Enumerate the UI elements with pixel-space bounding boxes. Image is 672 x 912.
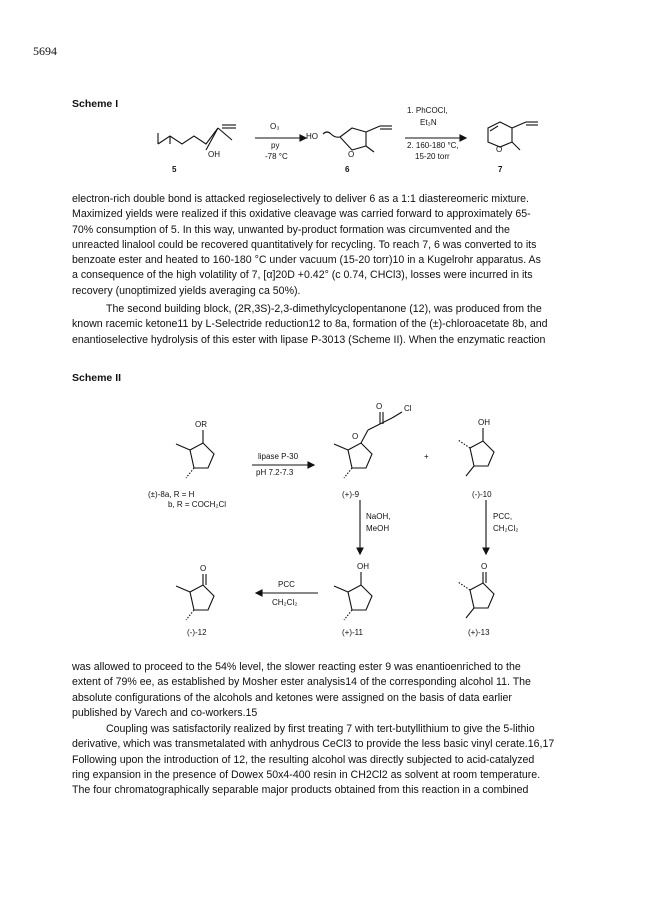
compound-5-oh: OH [208, 150, 220, 159]
compound-11-structure [334, 572, 372, 620]
text-line: Following upon the introduction of 12, the resulting alcohol was directly subjected to acid-catalyzed [72, 753, 535, 766]
page-number: 5694 [33, 44, 57, 58]
text-line: unreacted linalool could be recovered quantitatively for recycling. To reach 7, 6 was converted to its [72, 238, 537, 251]
step2-line1: 1. PhCOCl, [407, 106, 448, 115]
compound-10-label: (-)-10 [472, 490, 492, 499]
text-line: was allowed to proceed to the 54% level, the slower reacting ester 9 was enantioenriched to the [72, 661, 521, 673]
text-line: ring expansion in the presence of Dowex 50x4-400 resin in CH2Cl2 as solvent at room temperature. [72, 768, 541, 781]
text-line: a consequence of the high volatility of 7, [α]20D +0.42° (c 0.74, CHCl3), losses were incurred in its [72, 269, 533, 282]
step2-line4: 15-20 torr [415, 152, 450, 161]
text-line: absolute configurations of the alcohols and ketones were assigned on the basis of data earlier [72, 691, 512, 704]
text-line: derivative, which was transmetalated with anhydrous CeCl3 to provide the less basic vinyl cerate.16,17 [72, 738, 555, 751]
compound-8b-label: b, R = COCH₂Cl [168, 500, 227, 509]
compound-9-carbonyl-o: O [376, 402, 383, 411]
text-line: electron-rich double bond is attacked regioselectively to deliver 6 as a 1:1 diastereomeric mixture. [72, 193, 529, 205]
compound-6-oxygen: O [348, 150, 355, 159]
compound-9-ester-o: O [352, 432, 359, 441]
compound-12-label: (-)-12 [187, 628, 207, 637]
text-line: known racemic ketone11 by L-Selectride reduction12 to 8a, formation of the (±)-chloroacetate 8b, and [72, 318, 548, 331]
text-line: The second building block, (2R,3S)-2,3-dimethylcyclopentanone (12), was produced from the [106, 303, 542, 315]
compound-9-structure [334, 412, 402, 478]
reagent-naoh: NaOH, [366, 512, 391, 521]
text-line: benzoate ester and heated to 160-180 °C under vacuum (15-20 torr)10 in a Kugelrohr apparatus. As [72, 254, 541, 267]
compound-13-o: O [481, 562, 488, 571]
compound-10-structure [458, 428, 494, 476]
compound-9-chlorine: Cl [404, 404, 412, 413]
compound-10-oh: OH [478, 418, 490, 427]
compound-8-or: OR [195, 420, 207, 429]
step2-line2: Et₃N [420, 118, 437, 127]
step1-reagent: O₃ [270, 122, 280, 131]
step1-solvent: py [271, 141, 280, 150]
text-line: Coupling was satisfactorily realized by first treating 7 with tert-butyllithium to give the 5-lithio [106, 723, 535, 735]
reagent-lipase: lipase P-30 [258, 452, 299, 461]
compound-13-structure [458, 572, 494, 618]
compound-6-ho: HO [306, 132, 318, 141]
reagent-dcm-left: CH₂Cl₂ [272, 598, 298, 607]
step2-line3: 2. 160-180 °C, [407, 141, 459, 150]
reagent-dcm-right: CH₂Cl₂ [493, 524, 519, 533]
plus-sign: + [424, 452, 429, 461]
compound-9-label: (+)-9 [342, 490, 360, 499]
scheme-1-title: Scheme I [72, 98, 119, 110]
text-line: extent of 79% ee, as established by Mosher ester analysis14 of the corresponding alcohol 11. The [72, 676, 531, 689]
body-paragraph-3 [72, 660, 638, 721]
text-line: Maximized yields were realized if this oxidative cleavage was carried forward to approximately 65- [72, 208, 531, 221]
compound-13-label: (+)-13 [468, 628, 490, 637]
text-line: enantioselective hydrolysis of this ester with lipase P-3013 (Scheme II). When the enzymatic reaction [72, 333, 546, 346]
compound-7-label: 7 [498, 165, 503, 174]
step1-temperature: -78 °C [265, 152, 288, 161]
reagent-ph: pH 7.2-7.3 [256, 468, 294, 477]
scheme-2-title: Scheme II [72, 372, 122, 384]
text-line: recovery (unoptimized yields averaging ca 50%). [72, 284, 301, 297]
compound-12-structure [176, 574, 214, 620]
reagent-meoh: MeOH [366, 524, 390, 533]
compound-5-label: 5 [172, 165, 177, 174]
compound-6-label: 6 [345, 165, 350, 174]
compound-11-label: (+)-11 [342, 628, 363, 637]
reagent-pcc-left: PCC [278, 580, 295, 589]
body-paragraph-4 [72, 722, 638, 798]
compound-11-oh: OH [357, 562, 369, 571]
text-line: published by Varech and co-workers.15 [72, 706, 258, 719]
compound-7-oxygen: O [496, 145, 503, 154]
compound-12-o: O [200, 564, 207, 573]
text-line: 70% consumption of 5. In this way, unwanted by-product formation was circumvented and the [72, 223, 510, 236]
reagent-pcc-right: PCC, [493, 512, 513, 521]
compound-8-structure [176, 430, 214, 478]
text-line: The four chromatographically separable major products obtained from this reaction in a combined [72, 784, 529, 797]
compound-8a-label: (±)-8a, R = H [148, 490, 195, 499]
